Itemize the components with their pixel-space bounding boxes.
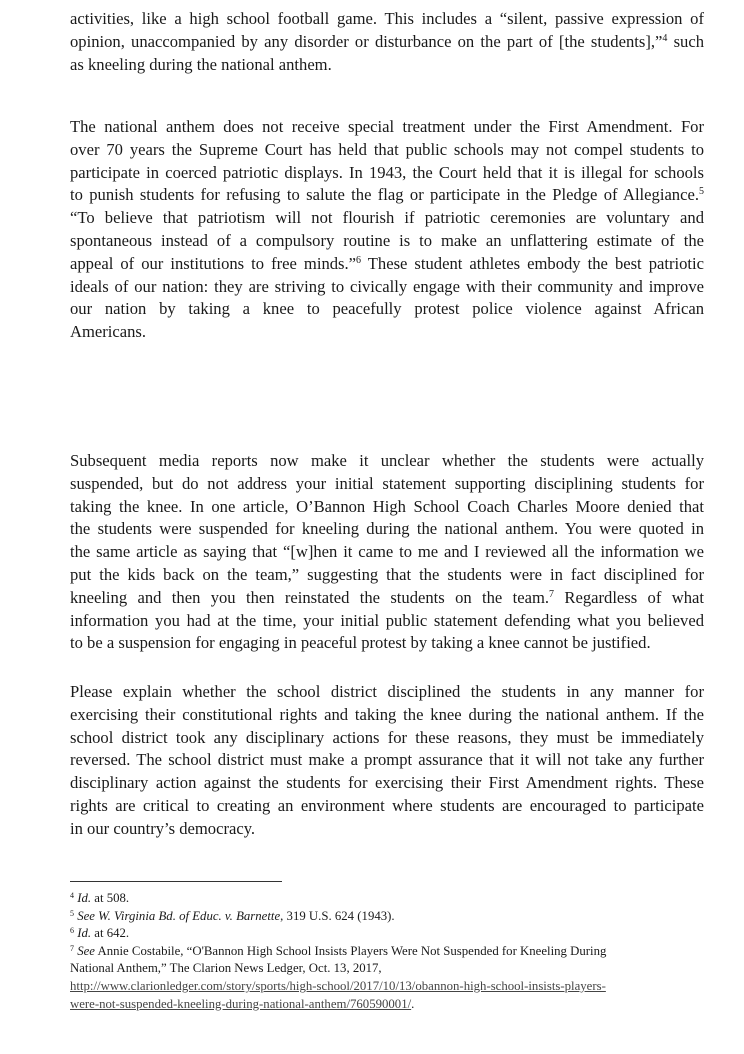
text-segment: See bbox=[77, 943, 95, 958]
paragraph bbox=[70, 8, 704, 76]
text-line bbox=[70, 8, 704, 31]
footnote-reference: 6 bbox=[356, 254, 362, 266]
footnote-line bbox=[70, 908, 704, 926]
text-segment: Id. bbox=[77, 926, 92, 941]
text-line bbox=[70, 541, 704, 564]
text-line bbox=[70, 139, 704, 162]
text-line bbox=[70, 253, 704, 276]
text-line bbox=[70, 681, 704, 704]
footnote-line bbox=[70, 978, 704, 996]
text-segment: activities, like a high school football game. This includes a “silent, passive expression of bbox=[70, 9, 704, 28]
text-segment: opinion, unaccompanied by any disorder or disturbance on the part of [the students],” bbox=[70, 31, 663, 51]
text-segment: See W. Virginia Bd. of Educ. v. Barnette bbox=[77, 908, 281, 923]
text-line bbox=[70, 31, 704, 54]
footnotes bbox=[70, 890, 704, 1013]
text-segment: The national anthem does not receive special treatment under the First Amendment. For bbox=[70, 117, 704, 136]
text-segment: Americans. bbox=[70, 322, 147, 342]
paragraph bbox=[70, 681, 704, 841]
footnote-reference: 4 bbox=[70, 891, 74, 900]
footnote-reference: 6 bbox=[70, 926, 74, 936]
paragraph bbox=[70, 450, 704, 655]
text-segment: disciplinary action against the students for exercising their First Amendment rights. These bbox=[70, 773, 704, 793]
footnote-reference: 4 bbox=[662, 32, 668, 44]
text-segment: the students were suspended for kneeling during the national anthem. You were quoted in bbox=[70, 519, 704, 539]
text-segment: the same article as saying that “[w]hen it came to me and I reviewed all the information we bbox=[70, 542, 704, 562]
footnote-reference: 5 bbox=[699, 186, 704, 198]
text-segment: spontaneous instead of a compulsory routine is to make an unflattering estimate of the bbox=[70, 230, 704, 250]
text-segment: appeal of our institutions to free minds.” bbox=[70, 253, 357, 273]
text-line bbox=[70, 749, 704, 772]
text-line bbox=[70, 564, 704, 587]
text-segment: Please explain whether the school district disciplined the students in any manner for bbox=[70, 682, 704, 701]
text-line bbox=[70, 772, 704, 795]
text-line bbox=[70, 473, 704, 496]
text-line bbox=[70, 587, 704, 610]
text-line bbox=[70, 610, 704, 633]
text-segment: ideals of our nation: they are striving to civically engage with their community and improve bbox=[70, 276, 704, 296]
text-segment: to be a suspension for engaging in peaceful protest by taking a knee cannot be justified. bbox=[70, 633, 651, 653]
text-segment: to punish students for refusing to salute the flag or participate in the Pledge of Allegiance. bbox=[70, 185, 699, 205]
footnote-line bbox=[70, 890, 704, 908]
text-line bbox=[70, 298, 704, 321]
footnote-reference: 7 bbox=[70, 943, 74, 953]
text-segment: “To believe that patriotism will not flourish if patriotic ceremonies are voluntary and bbox=[70, 208, 704, 228]
text-segment: taking the knee. In one article, O’Bannon High School Coach Charles Moore denied that bbox=[70, 496, 704, 516]
text-segment: These student athletes embody the best patriotic bbox=[361, 253, 704, 273]
text-segment: Id. bbox=[77, 891, 92, 905]
text-line bbox=[70, 518, 704, 541]
text-segment: . bbox=[411, 996, 415, 1011]
text-segment: in our country’s democracy. bbox=[70, 818, 256, 838]
footnote-link[interactable]: http://www.clarionledger.com/story/sports/high-school/2017/10/13/obannon-high-school-insists-players- bbox=[70, 978, 606, 993]
text-line bbox=[70, 727, 704, 750]
text-line bbox=[70, 276, 704, 299]
text-segment: Regardless of what bbox=[554, 587, 704, 607]
text-segment: school district took any disciplinary actions for these reasons, they must be immediately bbox=[70, 727, 704, 747]
text-segment: kneeling and then you then reinstated the students on the team. bbox=[70, 587, 550, 607]
text-segment: Subsequent media reports now make it unclear whether the students were actually bbox=[70, 451, 704, 470]
text-segment: put the kids back on the team,” suggesting that the students were in fact disciplined for bbox=[70, 564, 704, 584]
text-line bbox=[70, 162, 704, 185]
text-segment: exercising their constitutional rights and taking the knee during the national anthem. If the bbox=[70, 704, 704, 724]
text-line bbox=[70, 632, 704, 655]
text-segment: information you had at the time, your initial public statement defending what you believed bbox=[70, 610, 704, 630]
text-segment: over 70 years the Supreme Court has held that public schools may not compel students to bbox=[70, 139, 704, 159]
footnote-line bbox=[70, 960, 704, 978]
text-line bbox=[70, 321, 704, 344]
text-segment: rights are critical to creating an environment where students are encouraged to participate bbox=[70, 795, 704, 815]
text-line bbox=[70, 704, 704, 727]
text-segment: as kneeling during the national anthem. bbox=[70, 54, 332, 74]
text-line bbox=[70, 795, 704, 818]
footnote-reference: 5 bbox=[70, 908, 74, 918]
text-segment: our nation by taking a knee to peacefully protest police violence against African bbox=[70, 299, 704, 319]
text-segment: participate in coerced patriotic displays. In 1943, the Court held that it is illegal for schools bbox=[70, 162, 704, 182]
text-segment: , 319 U.S. 624 (1943). bbox=[280, 908, 395, 923]
footnote-divider bbox=[70, 881, 282, 882]
text-segment: Annie Costabile, “O'Bannon High School Insists Players Were Not Suspended for Kneeling During bbox=[94, 943, 607, 958]
text-segment: reversed. The school district must make a prompt assurance that it will not take any further bbox=[70, 750, 704, 770]
text-segment: suspended, but do not address your initial statement supporting disciplining students for bbox=[70, 473, 704, 493]
text-line bbox=[70, 818, 704, 841]
text-line bbox=[70, 230, 704, 253]
text-line bbox=[70, 207, 704, 230]
text-line bbox=[70, 184, 704, 207]
footnote-link[interactable]: were-not-suspended-kneeling-during-national-anthem/760590001/ bbox=[70, 996, 412, 1011]
paragraph bbox=[70, 116, 704, 344]
footnote-line bbox=[70, 925, 704, 943]
text-segment: such bbox=[667, 31, 704, 51]
text-line bbox=[70, 450, 704, 473]
text-line bbox=[70, 54, 704, 77]
text-segment: National Anthem,” The Clarion News Ledger, Oct. 13, 2017, bbox=[70, 961, 382, 976]
text-line bbox=[70, 496, 704, 519]
text-segment: at 508. bbox=[91, 891, 130, 905]
footnote-line bbox=[70, 996, 704, 1014]
text-segment: at 642. bbox=[91, 926, 130, 941]
footnote-reference: 7 bbox=[549, 588, 555, 600]
footnote-line bbox=[70, 943, 704, 961]
text-line bbox=[70, 116, 704, 139]
